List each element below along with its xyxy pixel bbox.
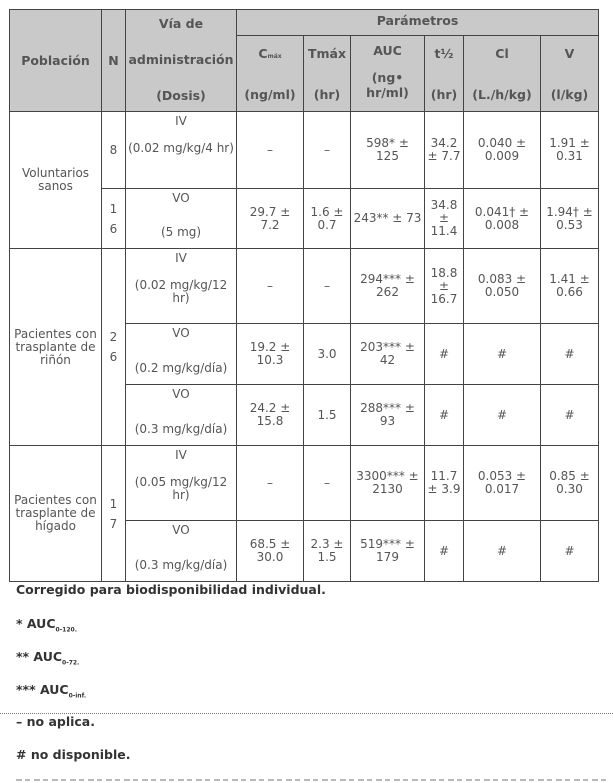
footnote-auc-72: ** $AUC_{0-72.}$ [16, 649, 80, 667]
tmax-cell: – [304, 446, 351, 521]
route-cell [126, 112, 237, 189]
tmax-cell: 1.5 [304, 385, 351, 446]
v-cell: 1.91 ± 0.31 [541, 112, 599, 189]
population-cell: Pacientes con trasplante de hígado [10, 446, 102, 582]
v-cell: # [541, 324, 599, 385]
cl-cell: 0.053 ± 0.017 [464, 446, 541, 521]
header-cl-label: Cl [495, 45, 509, 61]
header-row-1 [10, 10, 599, 36]
header-tmax-unit: (hr) [313, 86, 341, 102]
v-cell: 0.85 ± 0.30 [541, 446, 599, 521]
dotted-divider [0, 713, 613, 714]
footnote-no-disponible: # no disponible. [16, 747, 131, 762]
dose-label: (5 mg) [160, 225, 202, 239]
header-cmax-unit: (ng/ml) [244, 86, 296, 102]
table-row [10, 249, 599, 324]
auc-cell: 3300*** ± 2130 [351, 446, 425, 521]
header-tmax [304, 36, 351, 112]
route-label: IV [175, 448, 187, 462]
dose-label: (0.02 mg/kg/12 hr) [134, 278, 228, 305]
header-auc-label: AUC [373, 42, 402, 58]
thalf-cell: 34.8 ± 11.4 [425, 189, 464, 249]
cl-cell: # [464, 385, 541, 446]
footnote-auc-inf: *** $AUC_{0-inf.}$ [16, 682, 87, 700]
header-thalf-unit: (hr) [430, 86, 458, 102]
header-poblacion: Población [10, 10, 102, 112]
auc-cell: 288*** ± 93 [351, 385, 425, 446]
header-thalf-label: t½ [434, 45, 454, 61]
footnote-corrected: Corregido para biodisponibilidad individual. [16, 582, 326, 597]
auc-cell: 519*** ± 179 [351, 521, 425, 582]
footnote-no-aplica: – no aplica. [16, 714, 95, 729]
cmax-cell: – [237, 249, 304, 324]
n-cell: 8 [102, 112, 126, 189]
n-cell: 26 [102, 249, 126, 446]
cl-cell: # [464, 521, 541, 582]
header-via [126, 10, 237, 112]
population-cell: Voluntarios sanos [10, 112, 102, 249]
header-auc-unit1: (ng• [371, 69, 404, 85]
header-auc-unit2: hr/ml) [366, 84, 409, 100]
thalf-cell: 11.7 ± 3.9 [425, 446, 464, 521]
header-cmax-label: Cmáx [258, 45, 282, 61]
header-parametros: Parámetros [237, 10, 599, 36]
header-cl-unit: (L./h/kg) [472, 86, 532, 102]
header-tmax-label: Tmáx [307, 45, 347, 61]
v-cell: 1.94† ± 0.53 [541, 189, 599, 249]
tmax-cell: 2.3 ± 1.5 [304, 521, 351, 582]
dose-label: (0.3 mg/kg/día) [134, 422, 228, 436]
header-cl [464, 36, 541, 112]
route-cell [126, 385, 237, 446]
n-cell: 16 [102, 189, 126, 249]
table-row [10, 112, 599, 189]
pharmacokinetics-table [9, 9, 599, 582]
auc-cell: 294*** ± 262 [351, 249, 425, 324]
thalf-cell: 34.2 ± 7.7 [425, 112, 464, 189]
cl-cell: 0.083 ± 0.050 [464, 249, 541, 324]
cl-cell: # [464, 324, 541, 385]
header-via-line1: Vía de [158, 16, 204, 31]
route-label: VO [172, 191, 190, 205]
header-v-unit: (l/kg) [550, 86, 589, 102]
table-row [10, 446, 599, 521]
dose-label: (0.05 mg/kg/12 hr) [134, 475, 228, 502]
header-v [541, 36, 599, 112]
tmax-cell: – [304, 249, 351, 324]
header-thalf [425, 36, 464, 112]
auc-cell: 598* ± 125 [351, 112, 425, 189]
thalf-cell: # [425, 385, 464, 446]
thalf-cell: 18.8 ± 16.7 [425, 249, 464, 324]
n-cell: 17 [102, 446, 126, 582]
population-cell: Pacientes con trasplante de riñón [10, 249, 102, 446]
tmax-cell: 1.6 ± 0.7 [304, 189, 351, 249]
header-via-line3: (Dosis) [156, 88, 206, 103]
route-label: VO [172, 523, 190, 537]
route-cell [126, 249, 237, 324]
route-cell [126, 324, 237, 385]
dose-label: (0.2 mg/kg/día) [134, 361, 228, 375]
header-v-label: V [564, 45, 575, 61]
route-cell [126, 446, 237, 521]
cl-cell: 0.041† ± 0.008 [464, 189, 541, 249]
header-via-line2: administración [128, 52, 234, 67]
cut-off-text-line [16, 776, 606, 783]
dose-label: (0.3 mg/kg/día) [134, 558, 228, 572]
auc-cell: 203*** ± 42 [351, 324, 425, 385]
route-label: VO [172, 326, 190, 340]
route-label: IV [175, 114, 187, 128]
cmax-cell: 24.2 ± 15.8 [237, 385, 304, 446]
cmax-cell: – [237, 446, 304, 521]
cl-cell: 0.040 ± 0.009 [464, 112, 541, 189]
tmax-cell: – [304, 112, 351, 189]
cmax-cell: 68.5 ± 30.0 [237, 521, 304, 582]
auc-cell: 243** ± 73 [351, 189, 425, 249]
header-auc [351, 36, 425, 112]
dose-label: (0.02 mg/kg/4 hr) [128, 141, 234, 155]
cmax-cell: – [237, 112, 304, 189]
v-cell: # [541, 385, 599, 446]
route-cell [126, 189, 237, 249]
v-cell: # [541, 521, 599, 582]
route-label: IV [175, 251, 187, 265]
tmax-cell: 3.0 [304, 324, 351, 385]
route-cell [126, 521, 237, 582]
header-cmax [237, 36, 304, 112]
v-cell: 1.41 ± 0.66 [541, 249, 599, 324]
cmax-cell: 29.7 ± 7.2 [237, 189, 304, 249]
thalf-cell: # [425, 324, 464, 385]
route-label: VO [172, 387, 190, 401]
cmax-cell: 19.2 ± 10.3 [237, 324, 304, 385]
thalf-cell: # [425, 521, 464, 582]
header-n: N [102, 10, 126, 112]
footnote-auc-120: * $AUC_{0-120.}$ [16, 616, 77, 634]
